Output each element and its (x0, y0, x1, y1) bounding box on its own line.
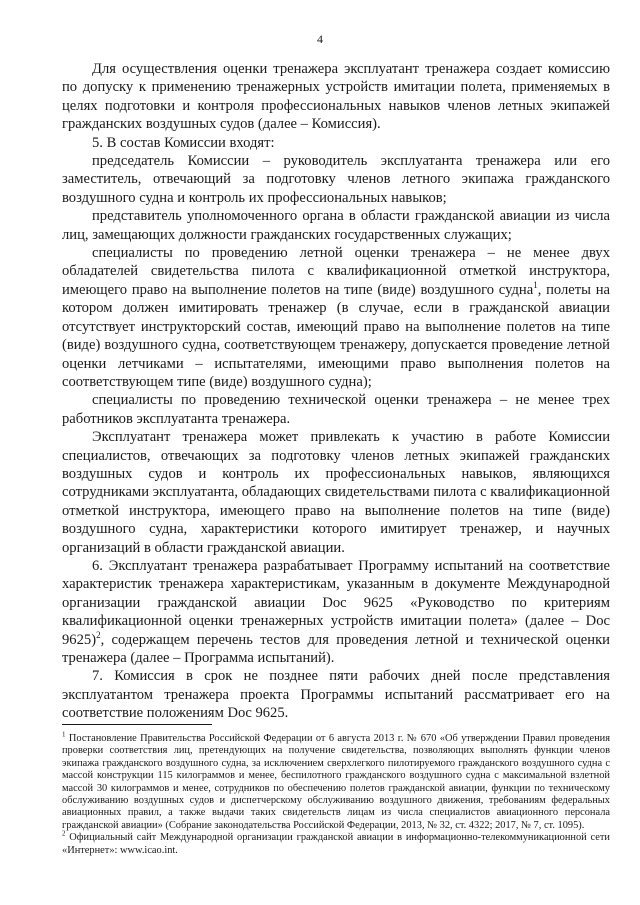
footnotes (62, 730, 610, 857)
paragraph-text: 5. В состав Комиссии входят: (92, 134, 275, 151)
paragraph-text: представитель уполномоченного органа в области гражданской авиации из числа лиц, замещающих должности гражданских государственных служащих; (62, 208, 610, 243)
paragraph-text-continued: , полеты на котором должен имитировать тренажер (в случае, если в гражданской авиации отсутствует инструкторский состав, имеющий право на выполнение полетов на типе (виде) воздушного судна, соответствующем тренажеру, допускается проведение летной оценки летчиками – испытателями, имеющими право выполнения полетов на соответствующем типе (виде) воздушного судна); (62, 281, 610, 390)
paragraph-text: специалисты по проведению летной оценки тренажера – не менее двух обладателей свидетельства пилота с квалификационной отметкой инструктора, имеющего право на выполнение полетов на типе (виде) воздушного судна (62, 245, 610, 298)
paragraph-text: 6. Эксплуатант тренажера разрабатывает Программу испытаний на соответствие характеристик тренажера характеристикам, указанным в документе Международной организации гражданской авиации Doc 9625 «Руководство по критериям квалификационной оценки тренажерных устройств имитации полета» (далее – Doc 9625) (62, 557, 610, 648)
paragraph-technical-evaluation-specialists (62, 391, 610, 428)
paragraph-section-5 (62, 134, 610, 152)
paragraph-text: Для осуществления оценки тренажера эксплуатант тренажера создает комиссию по допуску к применению тренажерных устройств имитации полета, применяемых в целях подготовки и контроля профессиональных навыков членов летных экипажей гражданских воздушных судов (далее – Комиссия). (62, 61, 610, 133)
body-text (62, 60, 610, 723)
paragraph-section-7 (62, 667, 610, 722)
paragraph-section-6 (62, 557, 610, 667)
paragraph-text-continued: , содержащем перечень тестов для проведения летной и технической оценки тренажера (далее – Программа испытаний). (62, 631, 610, 666)
paragraph-text: председатель Комиссии – руководитель эксплуатанта тренажера или его заместитель, отвечающий за подготовку членов летного экипажа гражданского воздушного судна и контроль их профессиональных навыков; (62, 153, 610, 206)
paragraph-operator-involvement (62, 428, 610, 557)
page-number: 4 (317, 32, 323, 46)
footnote-mark: 1 (62, 730, 66, 739)
footnote-mark: 2 (62, 829, 66, 838)
footnote-text: Официальный сайт Международной организации гражданской авиации в информационно-телекоммуникационной сети «Интернет»: www.icao.int. (62, 832, 610, 856)
paragraph-flight-evaluation-specialists (62, 244, 610, 391)
paragraph-text: специалисты по проведению технической оценки тренажера – не менее трех работников эксплуатанта тренажера. (62, 392, 610, 427)
paragraph-chairman (62, 152, 610, 207)
paragraph-authority-representative (62, 207, 610, 244)
paragraph-commission-creation (62, 60, 610, 134)
paragraph-text: Эксплуатант тренажера может привлекать к участию в работе Комиссии специалистов, отвечающих за подготовку членов летных экипажей гражданских воздушных судов и контроль их профессиональных навыков, являющихся сотрудниками эксплуатанта, обладающих свидетельствами пилота с квалификационной отметкой инструктора, имеющего право на выполнение полетов на типе (виде) воздушного судна, характеристики которого имитирует тренажер, и научных организаций в области гражданской авиации. (62, 429, 610, 556)
footnote-separator (62, 724, 212, 725)
footnote-ref-1[interactable]: 1 (533, 280, 538, 291)
footnote-text: Постановление Правительства Российской Федерации от 6 августа 2013 г. № 670 «Об утверждении Правил проведения проверки соответствия лиц, претендующих на получение свидетельства, позволяющих выполнять функции членов экипажа гражданского воздушного судна, за исключением сверхлегкого пилотируемого гражданского воздушного судна с массой конструкции 115 килограммов и менее, беспилотного гражданского воздушного судна с максимальной взлетной массой 30 килограммов и менее, сотрудников по обеспечению полетов гражданской авиации, функции по техническому обслуживанию воздушных судов и диспетчерскому обслуживанию воздушного движения, требованиям федеральных авиационных правил, а также выдачи таких свидетельств лицам из числа специалистов авиационного персонала гражданской авиации» (Собрание законодательства Российской Федерации, 2013, № 32, ст. 4322; 2017, № 7, ст. 1095). (62, 733, 610, 831)
footnote-1 (62, 730, 610, 832)
footnote-ref-2[interactable]: 2 (96, 629, 101, 640)
paragraph-text: 7. Комиссия в срок не позднее пяти рабочих дней после представления эксплуатантом тренажера проекта Программы испытаний рассматривает его на соответствие положениям Doc 9625. (62, 668, 610, 722)
footnote-2 (62, 829, 610, 857)
